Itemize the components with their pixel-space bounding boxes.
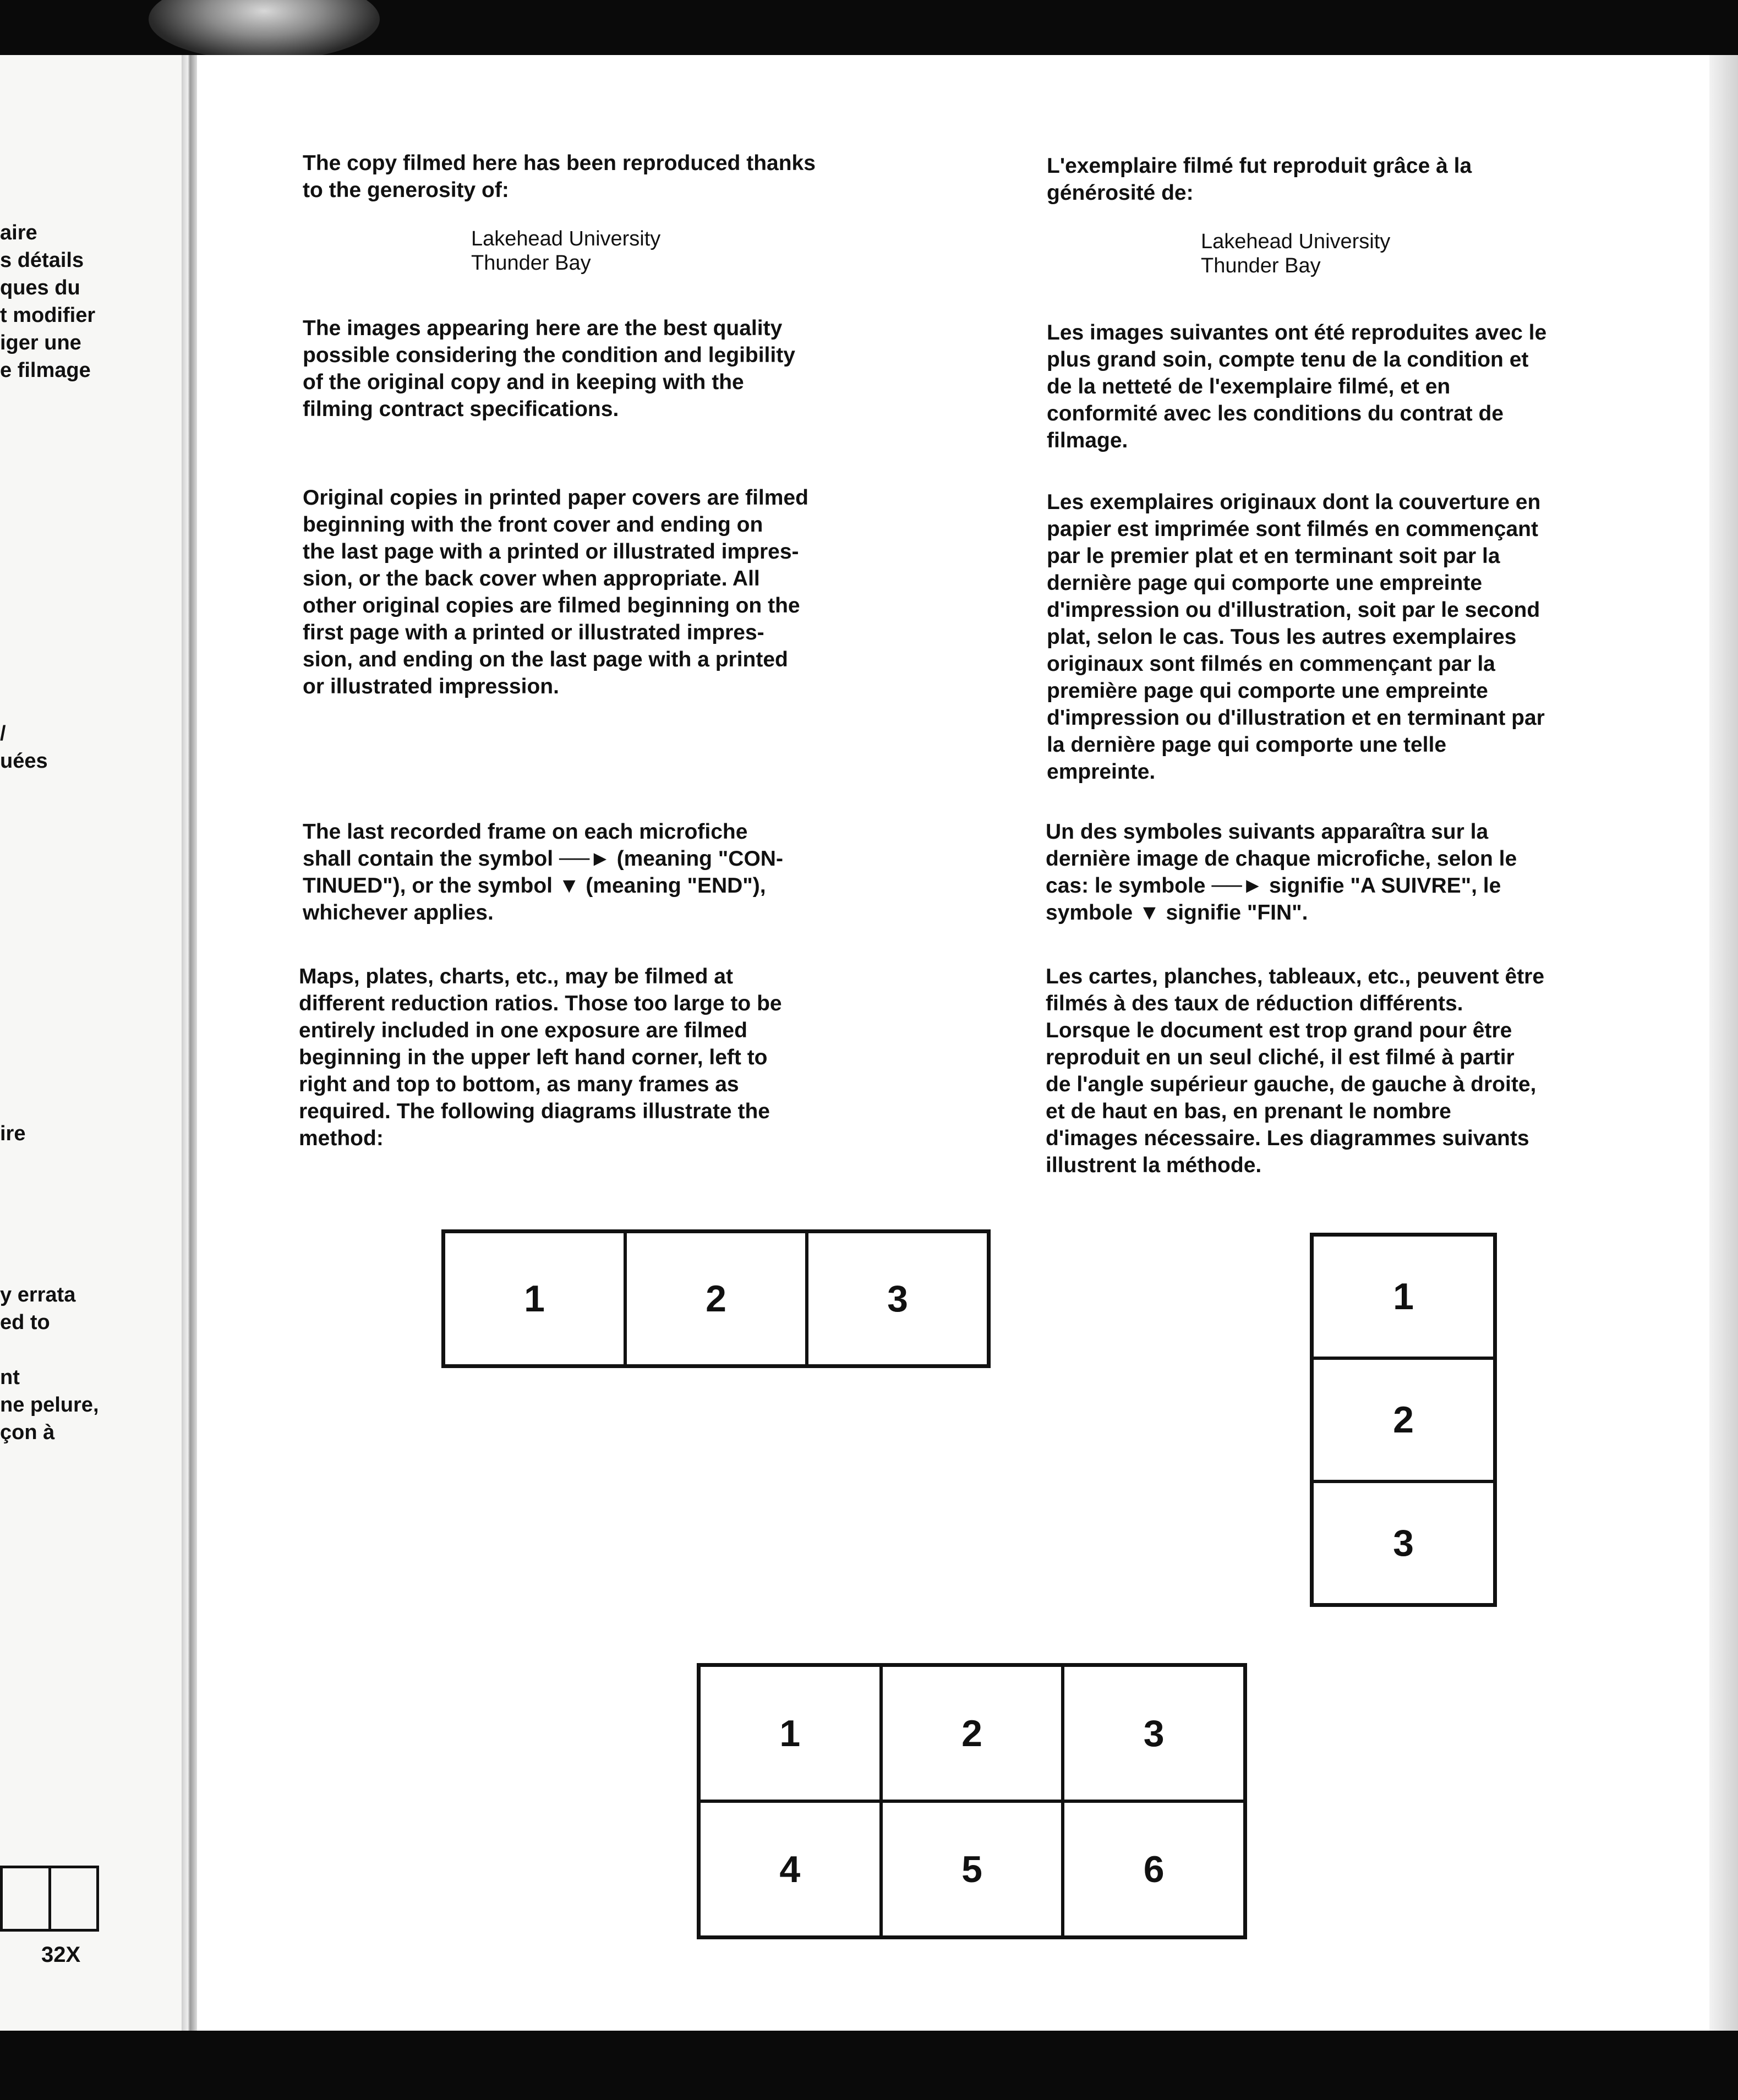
left-fragment: ques du [0,276,80,299]
film-stain [149,0,380,61]
page-right-edge [1709,55,1738,2031]
frame-cell: 2 [625,1232,807,1366]
left-fragment: uées [0,750,48,773]
frame-cell: 1 [444,1232,625,1366]
frame-cell: 1 [699,1665,881,1801]
left-fragment: / [0,722,6,745]
left-fragment: e filmage [0,359,91,382]
left-fragment: ire [0,1122,26,1145]
left-fragment: y errata [0,1283,76,1306]
english-symbols-note: The last recorded frame on each microfiche shall contain the symbol ──► (meaning "CON- TINUED"), or the symbol ▼ (meaning "END"), whichever applies. [303,820,783,925]
left-fragment: çon à [0,1421,55,1444]
english-quality-note: The images appearing here are the best quality possible considering the condition and legibility of the original copy and in keeping with the filming contract specifications. [303,316,795,421]
frame-cell: 3 [1063,1665,1245,1801]
french-institution: Lakehead University Thunder Bay [1201,230,1391,277]
left-fragment: iger une [0,331,81,354]
reduction-label: 32X [41,1943,81,1967]
main-page [197,55,1709,2031]
english-institution: Lakehead University Thunder Bay [471,227,661,275]
frame-cell: 2 [881,1665,1063,1801]
reduction-scale-boxes [0,1866,99,1932]
english-maps-note: Maps, plates, charts, etc., may be filmed at different reduction ratios. Those too large to be entirely included in one exposure are filmed beginning in the upper left hand corner, left to right and top to bottom, as many frames as required. The following diagrams illustrate the method: [299,965,782,1150]
french-quality-note: Les images suivantes ont été reproduites avec le plus grand soin, compte tenu de la condition et de la netteté de l'exemplaire filmé, et en conformité avec les conditions du contrat de filmage. [1047,321,1547,452]
diagram-vertical [1310,1233,1497,1607]
frame-cell: 1 [1312,1235,1495,1358]
left-fragment: ed to [0,1311,50,1334]
left-fragment: aire [0,221,37,244]
diagram-grid [697,1663,1247,1939]
left-page-fragment [0,55,182,2031]
page-gutter [182,55,197,2031]
french-acknowledgement: L'exemplaire filmé fut reproduit grâce à la générosité de: [1047,154,1472,205]
frame-cell: 2 [1312,1358,1495,1481]
frame-cell: 6 [1063,1801,1245,1937]
frame-cell: 4 [699,1801,881,1937]
left-fragment: ne pelure, [0,1393,99,1417]
diagram-horizontal [441,1229,991,1368]
english-filming-order: Original copies in printed paper covers are filmed beginning with the front cover and ending on the last page with a printed or illustrated impres- sion, or the back cover when appropriate. All other original copies are filmed beginning on the first page with a printed or illustrated impres- sion, and ending on the last page with a printed or illustrated impression. [303,486,808,698]
left-fragment: s détails [0,249,84,272]
left-fragment: t modifier [0,304,96,327]
left-fragment: nt [0,1366,20,1389]
frame-cell: 3 [1312,1481,1495,1605]
french-filming-order: Les exemplaires originaux dont la couverture en papier est imprimée sont filmés en commençant par le premier plat et en terminant soit par la dernière page qui comporte une empreinte d'impression ou d'illustration, soit par le second plat, selon le cas. Tous les autres exemplaires originaux sont filmés en commençant par la première page qui comporte une empreinte d'impression ou d'illustration et en terminant par la dernière page qui comporte une telle empreinte. [1047,490,1545,784]
frame-cell: 3 [807,1232,988,1366]
frame-cell: 5 [881,1801,1063,1937]
french-symbols-note: Un des symboles suivants apparaîtra sur la dernière image de chaque microfiche, selon le cas: le symbole ──► signifie "A SUIVRE", le symbole ▼ signifie "FIN". [1046,820,1517,925]
french-maps-note: Les cartes, planches, tableaux, etc., peuvent être filmés à des taux de réduction différents. Lorsque le document est trop grand pour être reproduit en un seul cliché, il est filmé à partir de l'angle supérieur gauche, de gauche à droite, et de haut en bas, en prenant le nombre d'images nécessaire. Les diagrammes suivants illustrent la méthode. [1046,965,1545,1177]
english-acknowledgement: The copy filmed here has been reproduced thanks to the generosity of: [303,151,816,202]
